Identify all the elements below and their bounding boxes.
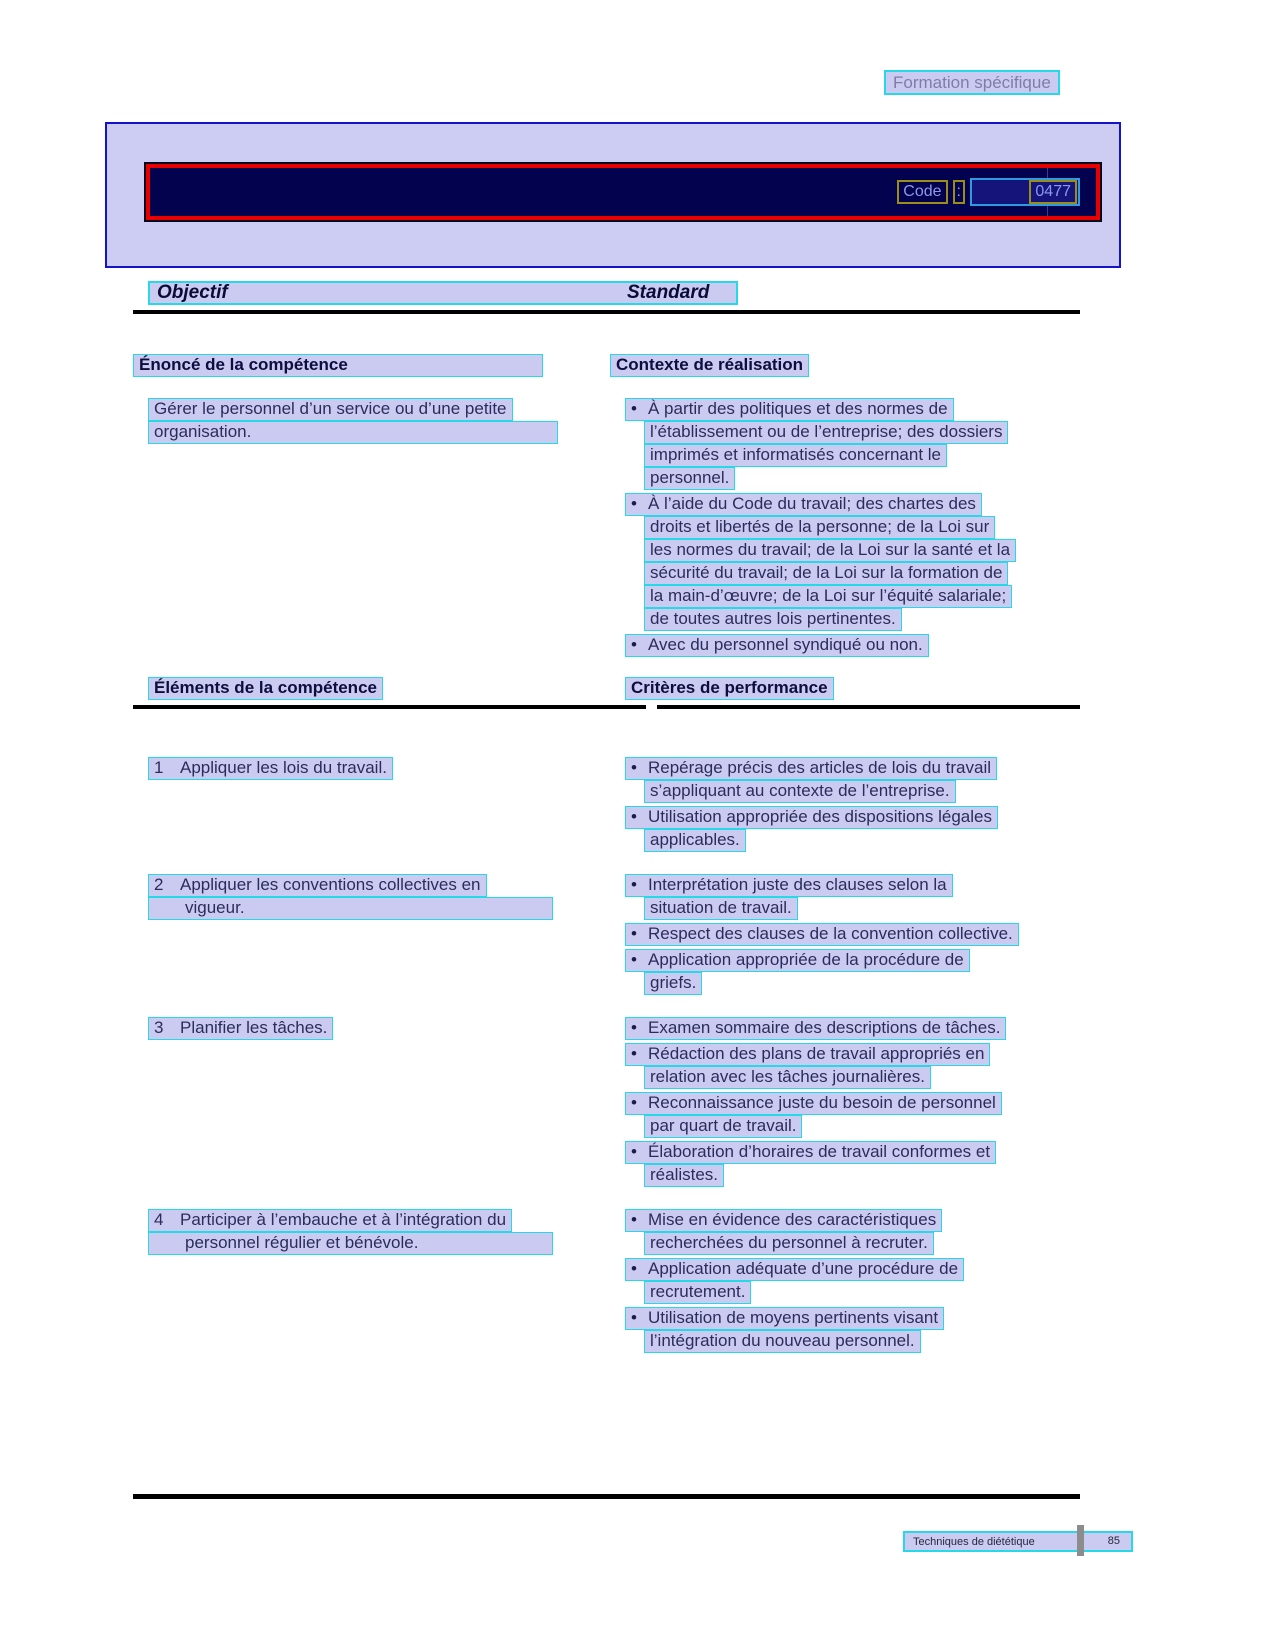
criteria-text-line <box>625 923 1080 946</box>
highlight-bar: • Examen sommaire des descriptions de tâches. <box>625 1017 1006 1040</box>
highlight-bar: de toutes autres lois pertinentes. <box>644 608 902 631</box>
highlight-bar: 3 Planifier les tâches. <box>148 1017 333 1040</box>
highlight-bar: Gérer le personnel d’un service ou d’une petite <box>148 398 513 421</box>
element-item-row <box>133 757 1080 852</box>
criteria-text-line <box>644 972 1080 995</box>
horizontal-rule <box>133 310 1080 314</box>
document-body <box>133 281 1080 1353</box>
bullet-icon: • <box>631 494 637 513</box>
rule-gap <box>646 705 657 709</box>
header-title-panel <box>146 164 1100 220</box>
highlight-bar: • Utilisation appropriée des dispositions légales <box>625 806 998 829</box>
bullet-icon: • <box>631 1018 637 1037</box>
highlight-bar: sécurité du travail; de la Loi sur la formation de <box>644 562 1008 585</box>
highlight-bar: applicables. <box>644 829 746 852</box>
header-outer-box <box>105 122 1121 268</box>
item-number: 2 <box>154 875 164 894</box>
criteria-text-line <box>625 1043 1080 1066</box>
element-item-row <box>133 1017 1080 1187</box>
bullet-icon: • <box>631 1044 637 1063</box>
left-text-line <box>148 1017 610 1040</box>
highlight-bar: 4 Participer à l’embauche et à l’intégration du <box>148 1209 512 1232</box>
left-text-line <box>148 874 610 897</box>
highlight-bar: la main-d’œuvre; de la Loi sur l’équité salariale; <box>644 585 1012 608</box>
item-number: 4 <box>154 1210 164 1229</box>
highlight-bar: personnel régulier et bénévole. <box>148 1232 553 1255</box>
code-label: Code <box>897 180 947 204</box>
bullet-icon: • <box>631 1093 637 1112</box>
item-label-cell <box>148 757 610 780</box>
highlight-bar: droits et libertés de la personne; de la Loi sur <box>644 516 995 539</box>
column-titles-bar <box>148 281 738 305</box>
footer-page-number: 85 <box>1107 1535 1120 1547</box>
bullet-icon: • <box>631 1259 637 1278</box>
criteria-text-line <box>625 757 1080 780</box>
code-value: 0477 <box>1029 180 1077 204</box>
highlight-bar: organisation. <box>148 421 558 444</box>
item-criteria-cell <box>625 1209 1080 1353</box>
element-item-row <box>133 1209 1080 1353</box>
footer-rule <box>133 1494 1080 1499</box>
bullet-icon: • <box>631 1142 637 1161</box>
criteria-text-line <box>625 1092 1080 1115</box>
item-label-cell <box>148 1209 610 1255</box>
criteria-text-line <box>644 1115 1080 1138</box>
banner-label: Formation spécifique <box>884 70 1060 95</box>
criteria-text-line <box>644 1066 1080 1089</box>
section2-left-header-cell <box>148 677 610 700</box>
criteria-text-line <box>625 1017 1080 1040</box>
highlight-bar: • Repérage précis des articles de lois du travail <box>625 757 997 780</box>
item-criteria-cell <box>625 1017 1080 1187</box>
criteria-text-line <box>644 444 1080 467</box>
item-number: 1 <box>154 758 164 777</box>
section2-headers <box>133 677 1080 700</box>
highlight-bar: les normes du travail; de la Loi sur la santé et la <box>644 539 1016 562</box>
highlight-bar: par quart de travail. <box>644 1115 802 1138</box>
bullet-icon: • <box>631 1210 637 1229</box>
highlight-bar: • À partir des politiques et des normes de <box>625 398 954 421</box>
highlight-bar: 2 Appliquer les conventions collectives en <box>148 874 487 897</box>
criteria-text-line <box>644 1164 1080 1187</box>
enonce-header: Énoncé de la compétence <box>133 354 543 377</box>
item-label-cell <box>148 874 610 920</box>
item-criteria-cell <box>625 874 1080 995</box>
highlight-bar: • Rédaction des plans de travail appropriés en <box>625 1043 990 1066</box>
highlight-bar: imprimés et informatisés concernant le <box>644 444 947 467</box>
highlight-bar: • À l’aide du Code du travail; des chartes des <box>625 493 982 516</box>
criteria-text-line <box>625 398 1080 421</box>
contexte-header: Contexte de réalisation <box>610 354 809 377</box>
code-row <box>897 178 1080 206</box>
left-text-line <box>148 897 610 920</box>
highlight-bar: vigueur. <box>148 897 553 920</box>
highlight-bar: personnel. <box>644 467 735 490</box>
bullet-icon: • <box>631 875 637 894</box>
bullet-icon: • <box>631 758 637 777</box>
section1-body <box>133 398 1080 657</box>
highlight-bar: • Mise en évidence des caractéristiques <box>625 1209 942 1232</box>
rule-segment-left <box>133 705 646 709</box>
criteria-text-line <box>644 421 1080 444</box>
bullet-icon: • <box>631 807 637 826</box>
item-criteria-cell <box>625 757 1080 852</box>
horizontal-rule-split <box>133 705 1080 709</box>
criteria-text-line <box>644 467 1080 490</box>
highlight-bar: • Respect des clauses de la convention collective. <box>625 923 1019 946</box>
criteria-text-line <box>625 949 1080 972</box>
bullet-icon: • <box>631 399 637 418</box>
criteria-text-line <box>625 874 1080 897</box>
element-item-row <box>133 874 1080 995</box>
section2-right-header-cell <box>625 677 1080 700</box>
criteria-text-line <box>644 539 1080 562</box>
highlight-bar: • Application adéquate d’une procédure de <box>625 1258 964 1281</box>
criteria-text-line <box>625 493 1080 516</box>
footer-program-name: Techniques de diététique <box>913 1535 1035 1548</box>
left-text-line <box>148 398 610 421</box>
highlight-bar: l’intégration du nouveau personnel. <box>644 1330 921 1353</box>
criteria-text-line <box>644 780 1080 803</box>
section1-left-header-cell <box>133 354 595 377</box>
highlight-bar: réalistes. <box>644 1164 724 1187</box>
section1-headers <box>133 354 1080 377</box>
bullet-icon: • <box>631 950 637 969</box>
section1-right-header-cell <box>610 354 1065 377</box>
footer-bar <box>903 1531 1133 1552</box>
left-text-line <box>148 757 610 780</box>
highlight-bar: 1 Appliquer les lois du travail. <box>148 757 393 780</box>
criteria-text-line <box>625 806 1080 829</box>
highlight-bar: • Reconnaissance juste du besoin de personnel <box>625 1092 1002 1115</box>
rule-segment-right <box>657 705 1080 709</box>
highlight-bar: griefs. <box>644 972 702 995</box>
context-bullet-list <box>625 398 1080 657</box>
highlight-bar: situation de travail. <box>644 897 798 920</box>
highlight-bar: s’appliquant au contexte de l’entreprise. <box>644 780 956 803</box>
left-text-line <box>148 421 610 444</box>
item-label-cell <box>148 1017 610 1040</box>
highlight-bar: • Interprétation juste des clauses selon la <box>625 874 953 897</box>
objectif-title: Objectif <box>157 282 228 303</box>
code-colon: : <box>953 180 965 204</box>
highlight-bar: • Élaboration d’horaires de travail conformes et <box>625 1141 996 1164</box>
criteria-text-line <box>644 897 1080 920</box>
criteria-text-line <box>625 1209 1080 1232</box>
criteria-text-line <box>644 1281 1080 1304</box>
criteria-text-line <box>644 829 1080 852</box>
criteria-text-line <box>644 1330 1080 1353</box>
bullet-icon: • <box>631 635 637 654</box>
criteria-text-line <box>644 1232 1080 1255</box>
criteria-text-line <box>644 562 1080 585</box>
criteria-text-line <box>625 1258 1080 1281</box>
item-number: 3 <box>154 1018 164 1037</box>
criteres-header: Critères de performance <box>625 677 834 700</box>
left-text-line <box>148 1232 610 1255</box>
criteria-text-line <box>625 634 1080 657</box>
bullet-icon: • <box>631 1308 637 1327</box>
highlight-bar: l’établissement ou de l’entreprise; des dossiers <box>644 421 1008 444</box>
code-value-box <box>970 178 1080 206</box>
criteria-text-line <box>644 516 1080 539</box>
highlight-bar: recherchées du personnel à recruter. <box>644 1232 934 1255</box>
criteria-text-line <box>644 608 1080 631</box>
criteria-text-line <box>625 1141 1080 1164</box>
highlight-bar: • Application appropriée de la procédure de <box>625 949 970 972</box>
highlight-bar: recrutement. <box>644 1281 751 1304</box>
criteria-text-line <box>625 1307 1080 1330</box>
element-items <box>133 757 1080 1353</box>
competence-statement <box>148 398 610 444</box>
left-text-line <box>148 1209 610 1232</box>
bullet-icon: • <box>631 924 637 943</box>
criteria-text-line <box>644 585 1080 608</box>
elements-header: Éléments de la compétence <box>148 677 383 700</box>
highlight-bar: relation avec les tâches journalières. <box>644 1066 931 1089</box>
highlight-bar: • Avec du personnel syndiqué ou non. <box>625 634 929 657</box>
footer-separator <box>1077 1525 1084 1556</box>
standard-title: Standard <box>627 282 710 303</box>
highlight-bar: • Utilisation de moyens pertinents visant <box>625 1307 944 1330</box>
